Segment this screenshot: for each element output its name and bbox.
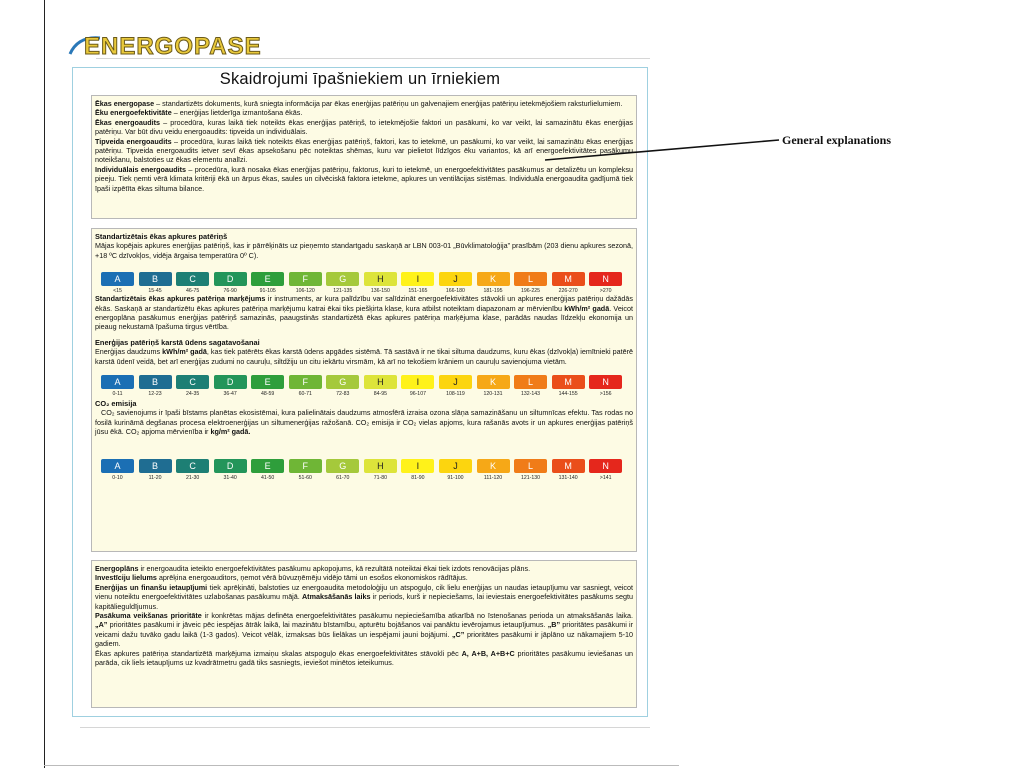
- text: ir periods, kurš ir nepieciešams, lai ieviestais energoefektivitātes pasākums segtu kapitālieguldījumus.: [95, 592, 633, 611]
- class-range-label: >270: [599, 288, 612, 295]
- co2-unit: kg/m² gadā.: [210, 427, 251, 437]
- class-i-cell: I: [401, 459, 434, 473]
- indicators-box: [91, 228, 637, 552]
- hot-water-class-scale: [95, 375, 633, 397]
- heating-heading: Standartizētais ēkas apkures patēriņš: [95, 232, 228, 241]
- class-l-cell: L: [514, 375, 547, 389]
- term: Investīciju lielums: [95, 573, 157, 583]
- class-j-cell: J: [439, 459, 472, 473]
- class-range-label: 12-23: [148, 391, 162, 398]
- document-page: [72, 67, 648, 717]
- co2-heading: CO₂ emisija: [95, 399, 137, 409]
- term: Ēkas energoaudits: [95, 117, 161, 127]
- class-range-label: 0-10: [112, 474, 123, 481]
- left-margin-line: [44, 0, 45, 768]
- text: tiek aprēķināti, balstoties uz energoaudita metodoloģiju un atspoguļo, cik lielu enerģijas un naudas ietaupījumu var sasniegt, veicot vienu noteiktu energoefektivitātes uzlabošanas pasākumu mājā.: [95, 582, 634, 602]
- class-range-label: 111-120: [483, 474, 503, 481]
- term: Tipveida energoaudits: [95, 136, 172, 146]
- class-c-cell: C: [176, 272, 209, 286]
- class-range-label: 151-165: [408, 288, 428, 295]
- paragraph: [95, 118, 633, 137]
- class-range-label: 41-50: [261, 474, 275, 481]
- class-g-cell: G: [326, 459, 359, 473]
- class-l-cell: L: [514, 459, 547, 473]
- class-b-cell: B: [139, 375, 172, 389]
- marking-unit: kWh/m² gadā: [564, 303, 610, 313]
- class-range-label: 132-143: [521, 391, 541, 398]
- class-m-cell: M: [552, 375, 585, 389]
- class-range-label: 71-80: [373, 474, 387, 481]
- class-e-cell: E: [251, 459, 284, 473]
- class-range-label: 196-225: [521, 288, 541, 295]
- energopase-logo: [66, 30, 276, 64]
- class-i-cell: I: [401, 375, 434, 389]
- heating-text: Mājas kopējais apkures enerģijas patēriņš, kas ir pārrēķināts uz pieņemto standartgadu saskaņā ar LBN 003-01 „Būvklimatoloģija” prasībām (203 dienu apkures sezonā, +18 ºC dzīvokļos, vidēja ārgaisa temperatūra 0º C).: [95, 241, 633, 260]
- class-range-label: 91-105: [259, 288, 276, 295]
- class-range-label: 81-90: [411, 474, 425, 481]
- text: Ēkas apkures patēriņa standartizētā marķējuma izmaiņu skalas atspoguļo ēkas energoefektivitātes stāvokli pēc: [95, 648, 462, 658]
- class-range-label: >141: [599, 474, 612, 481]
- marking-heading: Standartizētais ēkas apkures patēriņa marķējums: [95, 294, 266, 304]
- water-unit: kWh/m² gadā: [162, 347, 207, 357]
- co2-class-scale: [95, 459, 633, 481]
- class-range-label: 0-11: [112, 391, 123, 398]
- class-l-cell: L: [514, 272, 547, 286]
- class-f-cell: F: [289, 459, 322, 473]
- text: – procedūra, kuras laikā tiek noteikts ēkas enerģijas patēriņš, faktori, kas to ietekmē, un pasākumi, ko var veikt, lai samazinātu ēkas enerģijas patēriņu. Tipveida energoaudits ietver sevī ēkas apsekošanu pēc noteiktas shēmas, kuru var pielietot līdzīgos ēku variantos, kā arī energoefektivitātes pasākumu noteikšanu, balstoties uz ēkas elementu analīzi.: [95, 136, 633, 165]
- marking-text: ir instruments, ar kura palīdzību var salīdzināt energoefektivitātes stāvokli un apkures enerģijas patēriņu dažādās ēkās. Saskaņā ar standartizētu ēkas apkures patēriņa marķējumu katrai ēkai tiks piešķirta klase, kura atbilst noteiktam diapazonam ar mērvienību: [95, 294, 633, 313]
- class-range-label: 144-155: [558, 391, 578, 398]
- text: ir konkrētas mājas definēta energoefektivitātes pasākumu nepieciešamība atkarībā no īstenošanas perioda un atmaksāšanās laika.: [201, 611, 634, 621]
- term: Enerģijas un finanšu ietaupījumi: [95, 582, 208, 592]
- term: A, A+B, A+B+C: [461, 648, 515, 658]
- text: prioritātes pasākumi ir jāplāno uz nākamajiem 5-10 gadiem.: [95, 629, 633, 649]
- bottom-rule: [44, 765, 679, 766]
- footer-rule: [80, 727, 650, 728]
- paragraph: [95, 649, 633, 668]
- class-j-cell: J: [439, 375, 472, 389]
- paragraph: [95, 583, 633, 611]
- text: prioritātes pasākumi ir jāveic pēc iespējas ātrāk laikā, lai mazinātu bīstamību, apturētu bojāšanos vai panāktu ievērojamus ietaupījumus.: [107, 620, 548, 630]
- class-b-cell: B: [139, 459, 172, 473]
- term: Individuālais energoaudits: [95, 164, 187, 174]
- class-g-cell: G: [326, 272, 359, 286]
- water-heading: Enerģijas patēriņš karstā ūdens sagatavošanai: [95, 337, 260, 347]
- class-f-cell: F: [289, 272, 322, 286]
- class-h-cell: H: [364, 375, 397, 389]
- class-range-label: 121-135: [333, 288, 353, 295]
- class-h-cell: H: [364, 459, 397, 473]
- class-a-cell: A: [101, 375, 134, 389]
- class-range-label: 226-270: [558, 288, 578, 295]
- class-range-label: 21-30: [185, 474, 200, 481]
- class-range-label: 36-47: [223, 391, 237, 398]
- class-m-cell: M: [552, 459, 585, 473]
- class-range-label: 181-195: [483, 288, 503, 295]
- class-range-label: 121-130: [521, 474, 541, 481]
- paragraph: [95, 573, 633, 582]
- class-n-cell: N: [589, 375, 622, 389]
- class-n-cell: N: [589, 459, 622, 473]
- energy-plan-box: [91, 560, 637, 708]
- page-title: Skaidrojumi īpašniekiem un īrniekiem: [219, 70, 501, 88]
- class-n-cell: N: [589, 272, 622, 286]
- class-d-cell: D: [214, 375, 247, 389]
- term: Energoplāns: [95, 564, 139, 573]
- paragraph: [95, 99, 633, 108]
- logo-text: ENERGOPASE: [84, 33, 262, 60]
- class-range-label: 96-107: [409, 391, 426, 398]
- paragraph: [95, 611, 633, 649]
- term: „B”: [547, 620, 561, 630]
- co2-text: CO₂ savienojums ir īpaši bīstams planētas ekosistēmai, kura palielinātais daudzums atmosfērā izraisa ozona slāņa samazināšanu un siltumnīcas efektu. Tas rodas no fosilā kurināmā degšanas procesa elektroenerģijas un siltumenerģijas ražošanā. CO₂ emisija ir CO₂ vielas apjoms, kura rašanās avots ir un apkures enerģijas patēriņš jūsu ēkā. CO₂ apjoma mērvienība ir: [95, 408, 633, 437]
- paragraph: [95, 564, 633, 573]
- water-text-2: , kas tiek patērēts ēkas karstā ūdens apgādes sistēmā. Tā sastāvā ir ne tikai siltuma daudzums, kuru ēkas (dzīvokļa) iemītnieki patērē karstā ūdenī veidā, bet arī enerģijas zudumi no cauruļu, siltdžiju un citu iekārtu virsmām, kā arī no tekošiem krāniem un cauruļu savienojuma vietām.: [95, 347, 633, 366]
- class-k-cell: K: [477, 375, 510, 389]
- class-range-label: 108-119: [446, 391, 465, 398]
- term: Ēkas energopase: [95, 99, 155, 108]
- class-k-cell: K: [477, 272, 510, 286]
- text: aprēķina energoauditors, ņemot vērā būvuzņēmēju vidējo tāmi un esošos ekonomiskos rādītājus.: [156, 573, 468, 583]
- class-range-label: 106-120: [295, 288, 315, 295]
- class-range-label: 136-150: [370, 288, 390, 295]
- text: – enerģijas lietderīga izmantošana ēkās.: [171, 108, 303, 118]
- class-i-cell: I: [401, 272, 434, 286]
- class-m-cell: M: [552, 272, 585, 286]
- class-range-label: 91-100: [447, 474, 464, 481]
- term: Ēku energoefektivitāte: [95, 108, 172, 118]
- term: „C”: [451, 629, 465, 639]
- text: prioritātes pasākumu ieviešanas un parāda, cik liels ietaupījums uz kvadrātmetru gadā tiks sasniegts, ieviešot minētos ieteikumus.: [95, 648, 633, 668]
- class-d-cell: D: [214, 272, 247, 286]
- heating-class-scale: [95, 272, 633, 294]
- paragraph: [95, 165, 633, 193]
- class-a-cell: A: [101, 272, 134, 286]
- marking-text-2: . Veicot energoplāna pasākumus enerģijas patēriņš samazinās, paaugstinās standartizētā ēkas apkures patēriņa marķējuma klase, parādās naudas līdzekļu ekonomija un pieaug nekustamā īpašuma tirgus vērtība.: [95, 303, 633, 332]
- class-k-cell: K: [477, 459, 510, 473]
- term: Pasākuma veikšanas prioritāte: [95, 611, 202, 621]
- class-range-label: 48-59: [261, 391, 275, 398]
- class-range-label: 46-75: [185, 288, 200, 295]
- class-j-cell: J: [439, 272, 472, 286]
- class-e-cell: E: [251, 272, 284, 286]
- water-text: Enerģijas daudzums: [95, 347, 163, 357]
- class-range-label: 31-40: [223, 474, 237, 481]
- text: – standartizēts dokuments, kurā sniegta informācija par ēkas enerģijas patēriņu un galvenajiem enerģijas patēriņu ietekmējošiem raksturlielumiem.: [154, 99, 623, 108]
- class-a-cell: A: [101, 459, 134, 473]
- class-range-label: <15: [113, 288, 122, 295]
- annotation-pointer: [545, 138, 780, 162]
- class-range-label: 76-90: [223, 288, 237, 295]
- class-f-cell: F: [289, 375, 322, 389]
- class-range-label: 84-95: [373, 391, 387, 398]
- class-d-cell: D: [214, 459, 247, 473]
- class-g-cell: G: [326, 375, 359, 389]
- annotation-label: General explanations: [782, 133, 892, 147]
- class-range-label: 15-45: [148, 288, 162, 295]
- text: – procedūra, kuras laikā tiek noteikts ēkas enerģijas patēriņš, to ietekmējošie faktori un pasākumi, ko var veikt, lai samazinātu ēkas enerģijas patēriņu. Var būt divu veidu energoaudits: tipveida un individuālais.: [95, 117, 633, 137]
- class-range-label: 166-180: [445, 288, 465, 295]
- class-c-cell: C: [176, 459, 209, 473]
- class-range-label: 24-35: [185, 391, 200, 398]
- term: Atmaksāšanās laiks: [301, 592, 371, 602]
- text: prioritātes pasākumi ir veicami dažu tuvāko gadu laikā (1-3 gados). Veicot vēlāk, izmaksas būs lielākas un iespējami jauni bojājumi.: [95, 620, 633, 639]
- class-range-label: 61-70: [336, 474, 350, 481]
- paragraph: [95, 108, 633, 117]
- class-range-label: 51-60: [298, 474, 312, 481]
- text: – procedūra, kurā nosaka ēkas enerģijas patēriņu, faktorus, kuri to ietekmē, un energoefektivitātes pasākumus ar detalizētu un kompleksu pieeju. Tiek ņemti vērā klimata kritēriji ēkā un ārpus ēkas, saules un cilvēciskā faktora ietekme, apkures un ventilācijas sistēmas. Individuāla energoaudita gadījumā tiek īpaši izpētīta ēkas siltuma bilance.: [95, 164, 633, 193]
- class-c-cell: C: [176, 375, 209, 389]
- class-e-cell: E: [251, 375, 284, 389]
- class-h-cell: H: [364, 272, 397, 286]
- class-range-label: 72-83: [336, 391, 350, 398]
- text: ir energoaudita ieteikto energoefektivitātes pasākumu apkopojums, kā rezultātā noteiktai ēkai tiek izdots renovācijas plāns.: [138, 564, 531, 573]
- class-range-label: 131-140: [558, 474, 578, 481]
- term: „A”: [95, 620, 108, 630]
- class-range-label: >156: [599, 391, 612, 398]
- class-range-label: 60-71: [298, 391, 312, 398]
- class-b-cell: B: [139, 272, 172, 286]
- class-range-label: 11-20: [148, 474, 162, 481]
- class-range-label: 120-131: [483, 391, 503, 398]
